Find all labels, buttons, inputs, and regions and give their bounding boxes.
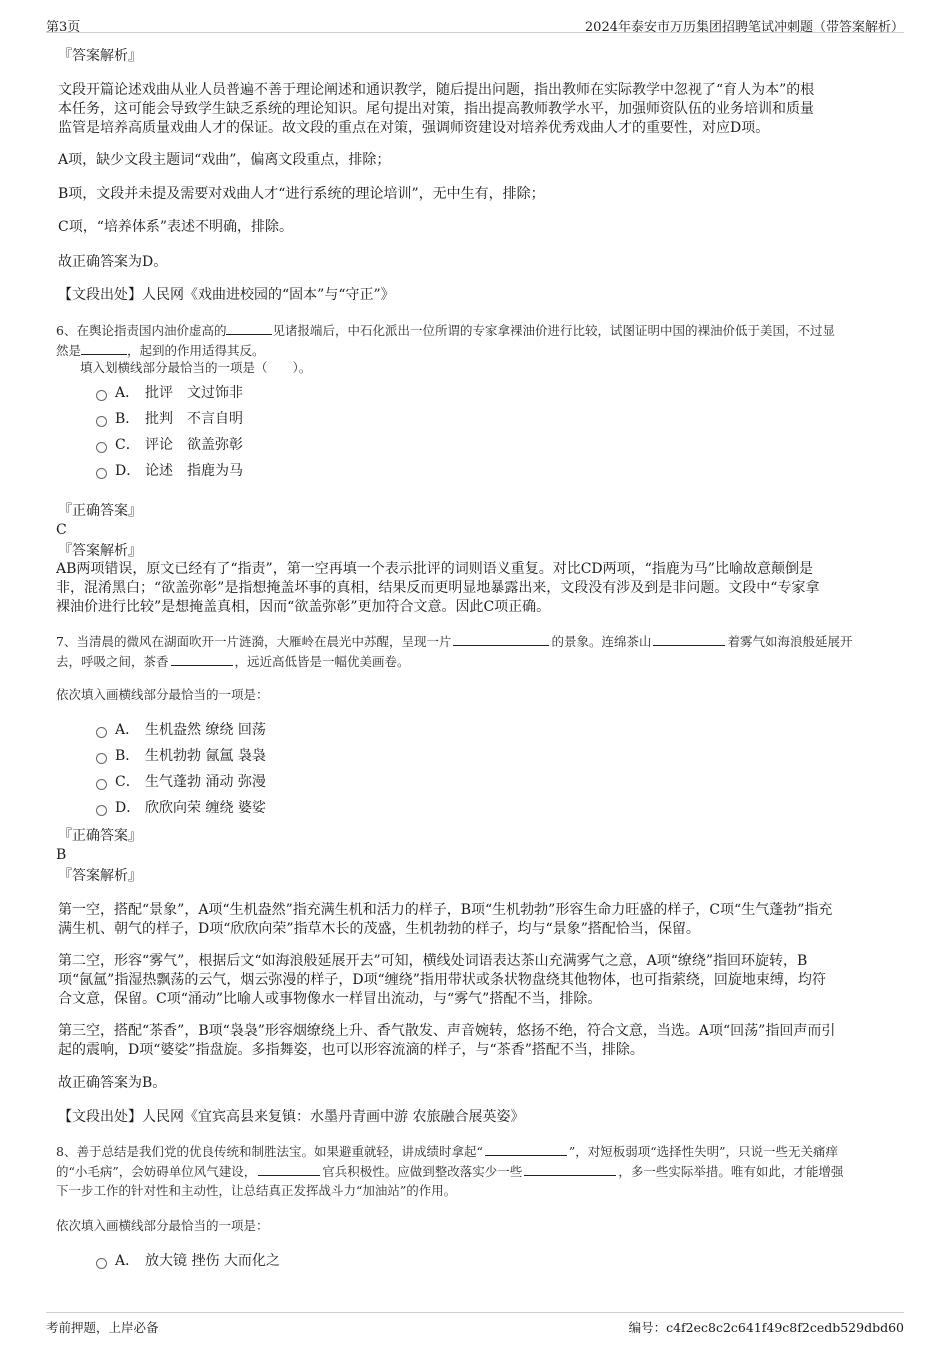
q5-analysis-line: 监管是培养高质量戏曲人才的保证。故文段的重点在对策，强调师资建设对培养优秀戏曲人才的重要性，对应D项。 (58, 120, 770, 136)
q5-analysis-line: 本任务，这可能会导致学生缺乏系统的理论知识。尾句提出对策，指出提高教师教学水平，加强师资队伍的业务培训和质量 (58, 101, 814, 117)
q7-answer-label: 『正确答案』 (58, 828, 142, 844)
blank (81, 340, 127, 355)
radio-icon[interactable] (96, 1258, 107, 1269)
document-title: 2024年泰安市万历集团招聘笔试冲刺题（带答案解析） (584, 20, 904, 35)
q6-analysis-line: 非，混淆黑白；“欲盖弥彰”是指想掩盖坏事的真相，结果反而更明显地暴露出来，文段没有涉及到是非问题。文段中“专家拿 (56, 580, 820, 596)
radio-icon[interactable] (96, 442, 107, 453)
q5-conclusion: 故正确答案为D。 (58, 254, 168, 270)
radio-icon[interactable] (96, 468, 107, 479)
q7-analysis-line: 第一空，搭配“景象”，A项“生机盎然”指充满生机和活力的样子，B项“生机勃勃”形容生命力旺盛的样子，C项“生气蓬勃”指充 (58, 902, 833, 918)
q7-stem: 7、当清晨的微风在湖面吹开一片涟漪，大雁岭在晨光中苏醒，呈现一片 的景象。连绵茶山 着雾气如海浪般延展开 (56, 631, 892, 652)
page-number: 第3页 (46, 20, 81, 35)
q7-analysis-line: 项“氤氲”指湿热飘荡的云气，烟云弥漫的样子，D项“缠绕”指用带状或条状物盘绕其他物体，也可指萦绕，回旋地束缚，均符 (58, 972, 826, 988)
page-header (46, 10, 904, 33)
q7-analysis-line: 起的震响，D项“婆娑”指盘旋。多指舞姿，也可以形容流滴的样子，与“茶香”搭配不当，排除。 (58, 1042, 644, 1058)
blank (258, 1161, 320, 1176)
q7-prompt: 依次填入画横线部分最恰当的一项是： (56, 687, 269, 702)
q7-analysis-line: 第二空，形容“雾气”，根据后文“如海浪般延展开去”可知，横线处词语表达茶山充满雾气之意，A项“缭绕”指回环旋转，B (58, 953, 808, 969)
q7-option-d[interactable]: D． 欣欣向荣 缠绕 婆娑 (96, 798, 266, 818)
q6-prompt: 填入划横线部分最恰当的一项是（ ）。 (80, 360, 312, 375)
q6-analysis-line: 裸油价进行比较”是想掩盖真相，因而“欲盖弥彰”更加符合文意。因此C项正确。 (56, 599, 551, 615)
q7-analysis-line: 第三空，搭配“茶香”，B项“袅袅”形容烟缭绕上升、香气散发、声音婉转，悠扬不绝，符合文意，当选。A项“回荡”指回声而引 (58, 1023, 836, 1039)
q7-answer: B (56, 847, 67, 863)
blank (226, 320, 272, 335)
q5-source: 【文段出处】人民网《戏曲进校园的“固本”与“守正”》 (58, 287, 395, 303)
q8-prompt: 依次填入画横线部分最恰当的一项是： (56, 1218, 269, 1233)
q6-option-a[interactable]: A． 批评 文过饰非 (96, 383, 243, 403)
q5-option-a-note: A项，缺少文段主题词“戏曲”，偏离文段重点，排除； (58, 152, 391, 168)
q8-stem: 的“小毛病”，会妨碍单位风气建设， 官兵积极性。应做到整改落实少一些 ，多一些实际举措。唯有如此，才能增强 (56, 1161, 892, 1182)
q7-analysis-line: 合文意，保留。C项“涌动”比喻人或事物像水一样冒出流动，与“雾气”搭配不当，排除。 (58, 991, 602, 1007)
q8-stem: 下一步工作的针对性和主动性，让总结真正发挥战斗力“加油站”的作用。 (56, 1183, 457, 1198)
blank (653, 631, 725, 646)
blank (453, 631, 549, 646)
q6-answer: C (56, 522, 67, 538)
radio-icon[interactable] (96, 416, 107, 427)
q8-option-a[interactable]: A． 放大镜 挫伤 大而化之 (96, 1251, 280, 1271)
radio-icon[interactable] (96, 390, 107, 401)
q5-analysis-label: 『答案解析』 (58, 48, 142, 64)
q5-option-c-note: C项，“培养体系”表述不明确，排除。 (58, 219, 294, 235)
q6-analysis-label: 『答案解析』 (58, 543, 142, 559)
q7-stem: 去，呼吸之间，茶香 ，远近高低皆是一幅优美画卷。 (56, 651, 892, 672)
q6-stem: 然是 ，起到的作用适得其反。 (56, 340, 892, 361)
radio-icon[interactable] (96, 779, 107, 790)
q7-analysis-line: 满生机、朝气的样子，D项“欣欣向荣”指草木长的茂盛，生机勃勃的样子，均与“景象”搭配恰当，保留。 (58, 921, 700, 937)
q5-option-b-note: B项，文段并未提及需要对戏曲人才“进行系统的理论培训”，无中生有，排除； (58, 186, 545, 202)
radio-icon[interactable] (96, 727, 107, 738)
q7-analysis-label: 『答案解析』 (58, 868, 142, 884)
q6-analysis-line: AB两项错误，原文已经有了“指责”，第一空再填一个表示批评的词则语义重复。对比CD两项，“指鹿为马”比喻故意颠倒是 (56, 561, 813, 577)
blank (524, 1161, 616, 1176)
footer-slogan: 考前押题，上岸必备 (46, 1320, 159, 1335)
q6-answer-label: 『正确答案』 (58, 503, 142, 519)
blank (485, 1141, 567, 1156)
q7-conclusion: 故正确答案为B。 (58, 1075, 167, 1091)
q6-stem: 6、在舆论指责国内油价虚高的 见诸报端后，中石化派出一位所谓的专家拿裸油价进行比较，试图证明中国的裸油价低于美国，不过显 (56, 320, 892, 341)
radio-icon[interactable] (96, 805, 107, 816)
radio-icon[interactable] (96, 753, 107, 764)
q7-source: 【文段出处】人民网《宜宾高县来复镇：水墨丹青画中游 农旅融合展英姿》 (58, 1109, 525, 1125)
document-code: 编号：c4f2ec8c2c641f49c8f2cedb529dbd60 (628, 1320, 904, 1335)
blank (171, 651, 233, 666)
q7-option-c[interactable]: C． 生气蓬勃 涌动 弥漫 (96, 772, 266, 792)
q5-analysis-line: 文段开篇论述戏曲从业人员普遍不善于理论阐述和通识教学，随后提出问题，指出教师在实际教学中忽视了“育人为本”的根 (58, 82, 815, 98)
q6-option-d[interactable]: D． 论述 指鹿为马 (96, 461, 243, 481)
q7-option-b[interactable]: B． 生机勃勃 氤氲 袅袅 (96, 746, 266, 766)
q6-option-c[interactable]: C． 评论 欲盖弥彰 (96, 435, 243, 455)
q7-option-a[interactable]: A． 生机盎然 缭绕 回荡 (96, 720, 266, 740)
q8-stem: 8、善于总结是我们党的优良传统和制胜法宝。如果避重就轻，讲成绩时拿起“ ”，对短板弱项“选择性失明”，只说一些无关痛痒 (56, 1141, 892, 1162)
q6-option-b[interactable]: B． 批判 不言自明 (96, 409, 243, 429)
page-footer (46, 1312, 904, 1339)
